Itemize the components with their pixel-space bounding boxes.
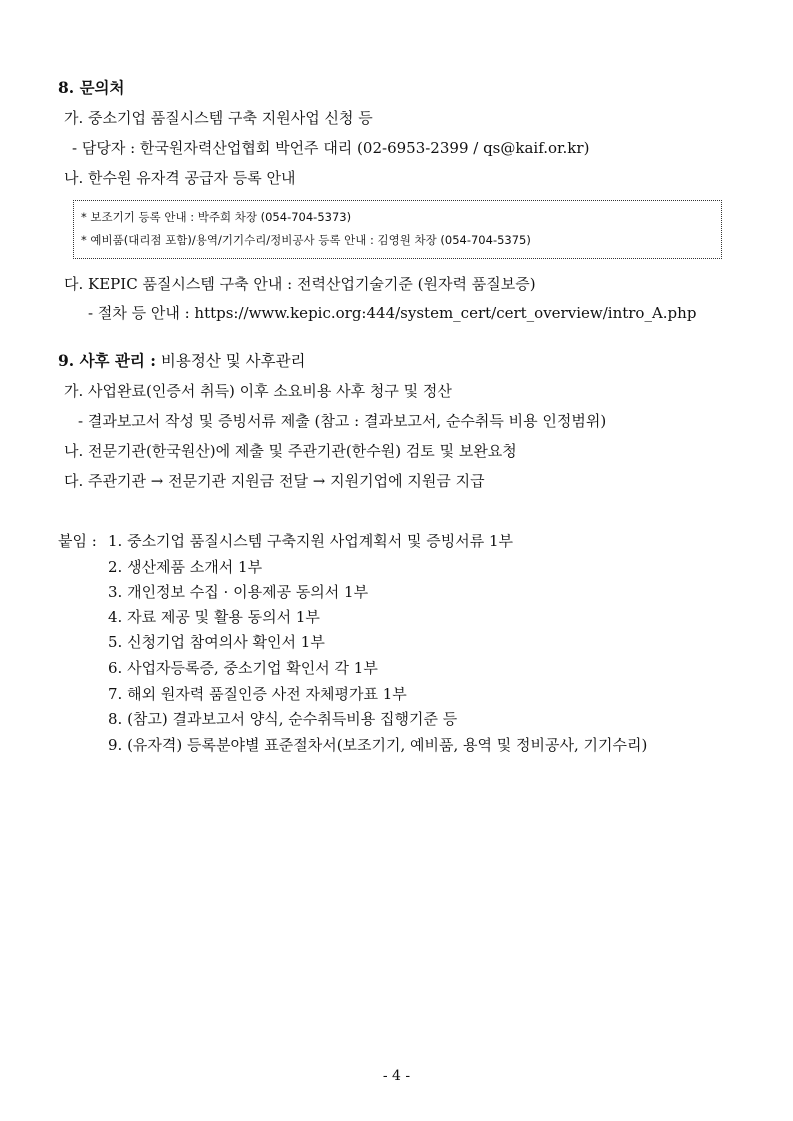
attachment-item: 8. (참고) 결과보고서 양식, 순수취득비용 집행기준 등: [108, 710, 458, 728]
attachment-item: 4. 자료 제공 및 활용 동의서 1부: [108, 608, 320, 626]
section-8-kepic-link[interactable]: - 절차 등 안내 : https://www.kepic.org:444/system_cert/cert_overview/intro_A.php: [88, 304, 697, 322]
section-9-item-b: 나. 전문기관(한국원산)에 제출 및 주관기관(한수원) 검토 및 보완요청: [64, 442, 517, 460]
section-8-title: 8. 문의처: [58, 78, 125, 97]
attachment-item: 5. 신청기업 참여의사 확인서 1부: [108, 633, 325, 651]
section-9-title-rest: 비용정산 및 사후관리: [155, 352, 306, 370]
section-8-item-c: 다. KEPIC 품질시스템 구축 안내 : 전력산업기술기준 (원자력 품질보증): [64, 275, 536, 293]
attachment-item: 2. 생산제품 소개서 1부: [108, 558, 263, 576]
attachment-item: 1. 중소기업 품질시스템 구축지원 사업계획서 및 증빙서류 1부: [108, 532, 513, 550]
attachment-item: 6. 사업자등록증, 중소기업 확인서 각 1부: [108, 659, 378, 677]
attachment-item: 7. 해외 원자력 품질인증 사전 자체평가표 1부: [108, 685, 407, 703]
attachments-label: 붙임 :: [58, 532, 97, 550]
box-line-spare-parts: * 예비품(대리점 포함)/용역/기기수리/정비공사 등록 안내 : 김영원 차장 (054-704-5375): [81, 233, 531, 247]
section-8-item-a: 가. 중소기업 품질시스템 구축 지원사업 신청 등: [64, 109, 373, 127]
attachment-item: 3. 개인정보 수집 · 이용제공 동의서 1부: [108, 583, 369, 601]
section-8-item-b: 나. 한수원 유자격 공급자 등록 안내: [64, 169, 296, 187]
section-9-item-a: 가. 사업완료(인증서 취득) 이후 소요비용 사후 청구 및 정산: [64, 382, 452, 400]
section-9-item-c: 다. 주관기관 → 전문기관 지원금 전달 → 지원기업에 지원금 지급: [64, 472, 485, 490]
section-9-title-bold: 9. 사후 관리 :: [58, 351, 156, 370]
section-9-item-a-detail: - 결과보고서 작성 및 증빙서류 제출 (참고 : 결과보고서, 순수취득 비용 인정범위): [78, 412, 607, 430]
box-line-support-equipment: * 보조기기 등록 안내 : 박주희 차장 (054-704-5373): [81, 210, 352, 224]
section-8-contact: - 담당자 : 한국원자력산업협회 박언주 대리 (02-6953-2399 / qs@kaif.or.kr): [72, 139, 590, 157]
attachment-item: 9. (유자격) 등록분야별 표준절차서(보조기기, 예비품, 용역 및 정비공사, 기기수리): [108, 736, 648, 754]
section-9-title: [58, 351, 306, 371]
contact-info-box: [73, 200, 722, 259]
page-number: - 4 -: [382, 1068, 411, 1084]
